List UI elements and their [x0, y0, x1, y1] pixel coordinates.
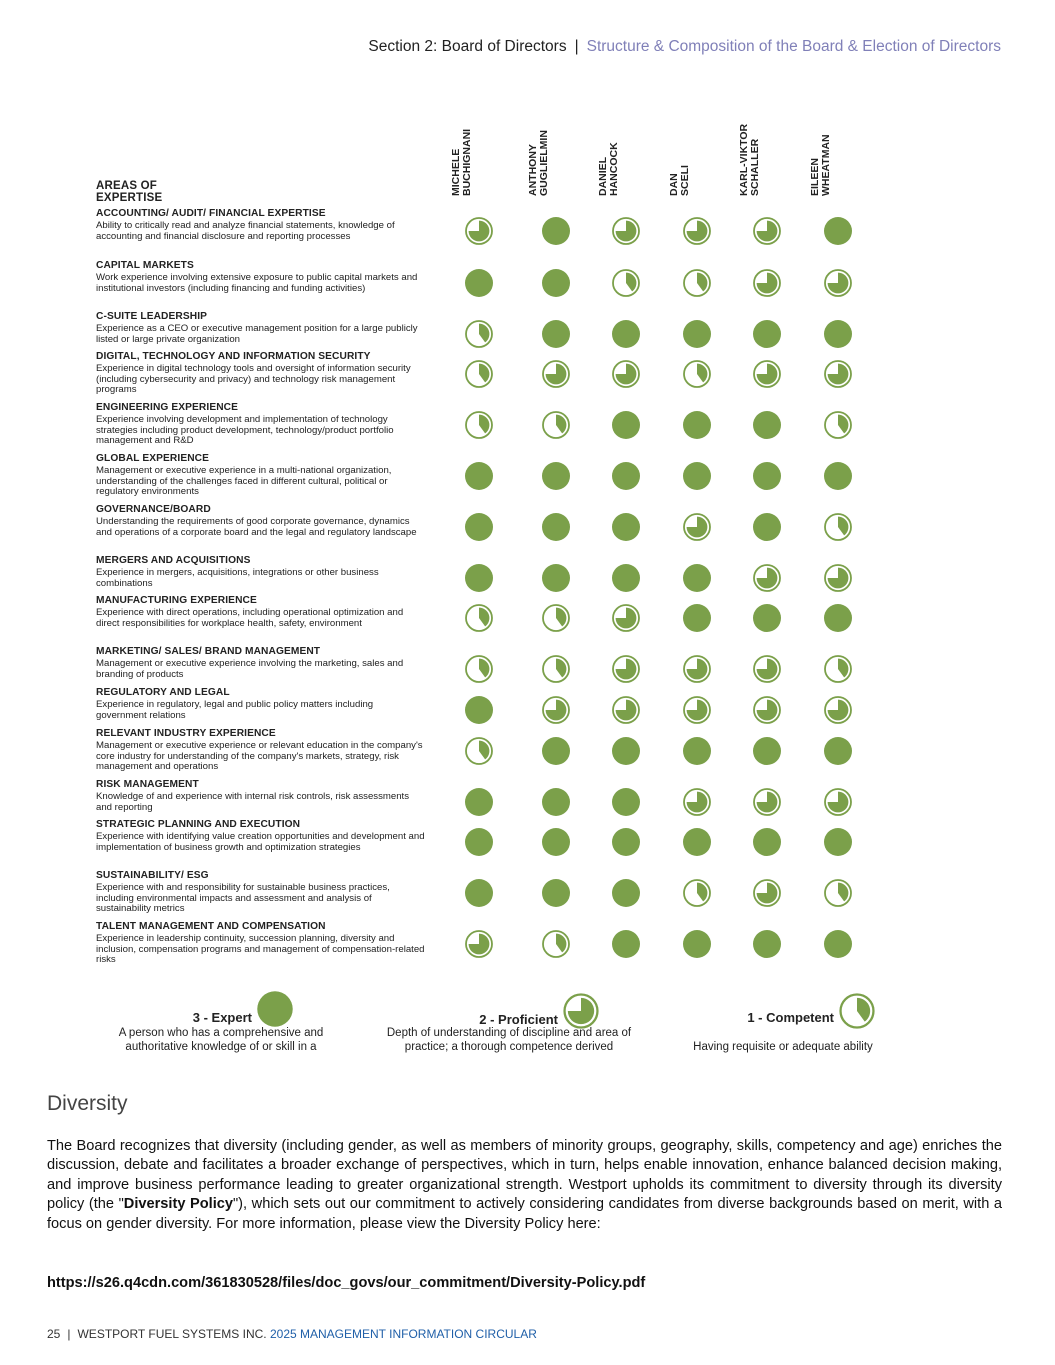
rating-pie-icon	[682, 787, 712, 817]
rating-pie-icon	[611, 878, 641, 908]
rating-expert	[611, 827, 641, 857]
rating-pie-icon	[823, 268, 853, 298]
rating-proficient	[823, 787, 853, 817]
rating-pie-icon	[823, 695, 853, 725]
rating-expert	[464, 461, 494, 491]
rating-pie-icon	[752, 268, 782, 298]
rating-expert	[682, 929, 712, 959]
rating-pie-icon	[541, 461, 571, 491]
rating-pie-icon	[682, 512, 712, 542]
rating-pie-icon	[611, 695, 641, 725]
rating-pie-icon	[464, 787, 494, 817]
rating-proficient	[752, 563, 782, 593]
expertise-title: C-SUITE LEADERSHIP	[96, 311, 208, 322]
rating-pie-icon	[464, 878, 494, 908]
rating-pie-icon	[611, 461, 641, 491]
director-name	[598, 124, 620, 196]
rating-pie-icon	[682, 410, 712, 440]
director-header	[597, 124, 650, 196]
rating-competent	[611, 268, 641, 298]
expertise-description: Experience with identifying value creation opportunities and development and implementation of business growth and optimization strategies	[96, 831, 425, 853]
rating-pie-icon	[823, 563, 853, 593]
rating-competent	[541, 654, 571, 684]
rating-expert	[682, 563, 712, 593]
rating-pie-icon	[823, 603, 853, 633]
expertise-description: Understanding the requirements of good corporate governance, dynamics and operations of a corporate board and the legal and regulatory landscape	[96, 516, 417, 538]
rating-expert	[682, 827, 712, 857]
rating-pie-icon	[464, 216, 494, 246]
expertise-description: Experience in mergers, acquisitions, integrations or other business combinations	[96, 567, 379, 589]
rating-pie-icon	[682, 736, 712, 766]
rating-expert	[823, 827, 853, 857]
expertise-description: Experience involving development and implementation of technology strategies including product development, technology/product portfolio management and R&D	[96, 414, 394, 447]
director-first-name: DAN	[668, 173, 680, 196]
rating-pie-icon	[752, 827, 782, 857]
expertise-description: Knowledge of and experience with internal risk controls, risk assessments and reporting	[96, 791, 410, 813]
expertise-description: Management or executive experience involving the marketing, sales and branding of products	[96, 658, 404, 680]
rating-expert	[823, 216, 853, 246]
rating-expert	[611, 929, 641, 959]
rating-competent	[682, 359, 712, 389]
legend-pie-icon	[838, 992, 876, 1030]
diversity-policy-term: Diversity Policy	[123, 1196, 233, 1213]
rating-pie-icon	[541, 268, 571, 298]
director-name	[669, 124, 691, 196]
rating-expert	[464, 787, 494, 817]
legend-pie-icon	[256, 990, 294, 1028]
footer-document-title: 2025 MANAGEMENT INFORMATION CIRCULAR	[269, 1327, 537, 1341]
rating-pie-icon	[682, 695, 712, 725]
rating-pie-icon	[464, 736, 494, 766]
rating-pie-icon	[541, 319, 571, 349]
diversity-text-part2: "), which sets out our commitment to actively considering candidates from diverse backgrounds based on merit, with a focus on gender diversity. For more information, please view the Diversity Policy here:	[47, 1196, 1003, 1232]
legend-description: Depth of understanding of discipline and area of practice; a thorough competence derived	[386, 1027, 632, 1053]
diversity-heading: Diversity	[47, 1092, 128, 1115]
expertise-description: Experience in digital technology tools and oversight of information security (including cybersecurity and privacy) and technology risk management programs	[96, 363, 411, 396]
rating-pie-icon	[541, 563, 571, 593]
page-number: 25	[47, 1327, 61, 1341]
rating-expert	[752, 736, 782, 766]
expertise-title: TALENT MANAGEMENT AND COMPENSATION	[96, 921, 326, 932]
rating-pie-icon	[541, 410, 571, 440]
director-name	[451, 124, 473, 196]
rating-expert	[541, 268, 571, 298]
rating-pie-icon	[682, 268, 712, 298]
rating-expert	[611, 512, 641, 542]
rating-pie-icon	[611, 359, 641, 389]
rating-pie-icon	[611, 216, 641, 246]
rating-proficient	[823, 359, 853, 389]
rating-competent	[541, 929, 571, 959]
rating-proficient	[752, 216, 782, 246]
expertise-title: MARKETING/ SALES/ BRAND MANAGEMENT	[96, 646, 321, 657]
rating-pie-icon	[823, 359, 853, 389]
rating-expert	[541, 563, 571, 593]
rating-pie-icon	[611, 268, 641, 298]
rating-pie-icon	[682, 216, 712, 246]
rating-expert	[752, 827, 782, 857]
rating-pie-icon	[752, 512, 782, 542]
rating-pie-icon	[464, 695, 494, 725]
page-footer	[47, 1327, 537, 1341]
expertise-description: Experience with direct operations, including operational optimization and direct responsibilities for workplace health, safety, environment	[96, 607, 404, 629]
rating-pie-icon	[682, 461, 712, 491]
director-first-name: EILEEN	[809, 158, 821, 196]
rating-expert	[752, 410, 782, 440]
director-header	[738, 123, 791, 196]
rating-proficient	[611, 603, 641, 633]
rating-pie-icon	[823, 512, 853, 542]
rating-proficient	[611, 654, 641, 684]
rating-expert	[682, 603, 712, 633]
rating-pie-icon	[752, 563, 782, 593]
expertise-description: Experience with and responsibility for sustainable business practices, including environmental impacts and assessment and analysis of sustainability metrics	[96, 882, 390, 915]
legend-pie-icon	[562, 992, 600, 1030]
rating-competent	[464, 736, 494, 766]
rating-pie-icon	[823, 929, 853, 959]
rating-pie-icon	[823, 736, 853, 766]
rating-expert	[541, 216, 571, 246]
expertise-description: Management or executive experience in a multi-national organization, understanding of the challenges faced in different cultural, political or regulatory environments	[96, 465, 392, 498]
rating-expert	[682, 319, 712, 349]
rating-expert	[611, 736, 641, 766]
rating-expert	[752, 603, 782, 633]
rating-pie-icon	[752, 736, 782, 766]
areas-of-expertise-heading: AREAS OF EXPERTISE	[96, 180, 163, 204]
rating-competent	[541, 410, 571, 440]
director-header	[668, 124, 721, 196]
rating-proficient	[752, 787, 782, 817]
rating-competent	[682, 268, 712, 298]
rating-pie-icon	[823, 654, 853, 684]
rating-pie-icon	[611, 410, 641, 440]
header-separator: |	[574, 38, 579, 55]
rating-competent	[464, 359, 494, 389]
director-name	[739, 124, 761, 196]
rating-pie-icon	[541, 878, 571, 908]
legend-item	[96, 990, 346, 1060]
rating-expert	[611, 319, 641, 349]
legend-title: 1 - Competent	[747, 1010, 834, 1025]
rating-expert	[823, 736, 853, 766]
expertise-description: Experience as a CEO or executive management position for a large publicly listed or large private organization	[96, 323, 418, 345]
diversity-paragraph	[47, 1137, 1002, 1234]
rating-proficient	[541, 695, 571, 725]
expertise-title: RELEVANT INDUSTRY EXPERIENCE	[96, 728, 276, 739]
rating-proficient	[823, 563, 853, 593]
director-first-name: DANIEL	[597, 156, 609, 196]
rating-pie-icon	[823, 410, 853, 440]
expertise-title: SUSTAINABILITY/ ESG	[96, 870, 209, 881]
rating-proficient	[823, 268, 853, 298]
rating-competent	[823, 654, 853, 684]
rating-competent	[464, 319, 494, 349]
rating-legend	[0, 990, 1055, 1060]
rating-pie-icon	[752, 461, 782, 491]
rating-expert	[541, 736, 571, 766]
director-name	[528, 124, 550, 196]
rating-pie-icon	[464, 603, 494, 633]
rating-proficient	[464, 216, 494, 246]
rating-expert	[464, 563, 494, 593]
rating-expert	[823, 319, 853, 349]
rating-expert	[611, 787, 641, 817]
rating-expert	[752, 512, 782, 542]
expertise-description: Experience in leadership continuity, succession planning, diversity and inclusion, compensation programs and management of compensation-related risks	[96, 933, 425, 966]
rating-pie-icon	[682, 319, 712, 349]
rating-expert	[823, 461, 853, 491]
director-header	[450, 124, 503, 196]
rating-pie-icon	[541, 827, 571, 857]
rating-pie-icon	[752, 787, 782, 817]
rating-expert	[541, 827, 571, 857]
rating-pie-icon	[464, 268, 494, 298]
rating-pie-icon	[541, 216, 571, 246]
rating-pie-icon	[541, 929, 571, 959]
rating-proficient	[752, 695, 782, 725]
rating-expert	[541, 878, 571, 908]
rating-expert	[541, 512, 571, 542]
rating-competent	[823, 878, 853, 908]
rating-pie-icon	[611, 603, 641, 633]
rating-pie-icon	[541, 603, 571, 633]
rating-expert	[752, 461, 782, 491]
rating-pie-icon	[611, 512, 641, 542]
rating-pie-icon	[464, 827, 494, 857]
footer-separator: |	[67, 1327, 71, 1341]
rating-pie-icon	[541, 359, 571, 389]
expertise-description: Experience in regulatory, legal and public policy matters including government relations	[96, 699, 374, 721]
rating-pie-icon	[752, 695, 782, 725]
rating-competent	[464, 654, 494, 684]
rating-pie-icon	[464, 929, 494, 959]
legend-item	[670, 990, 896, 1060]
rating-competent	[464, 603, 494, 633]
rating-expert	[752, 929, 782, 959]
rating-pie-icon	[611, 563, 641, 593]
rating-expert	[541, 461, 571, 491]
rating-pie-icon	[752, 319, 782, 349]
rating-competent	[823, 410, 853, 440]
rating-proficient	[752, 654, 782, 684]
director-last-name: HANCOCK	[608, 142, 620, 196]
rating-expert	[541, 787, 571, 817]
director-last-name: SCELI	[679, 165, 691, 196]
rating-proficient	[752, 359, 782, 389]
director-last-name: BUCHIGNANI	[461, 128, 473, 196]
rating-pie-icon	[611, 787, 641, 817]
rating-expert	[464, 268, 494, 298]
rating-expert	[682, 461, 712, 491]
rating-pie-icon	[611, 319, 641, 349]
rating-expert	[541, 319, 571, 349]
rating-pie-icon	[464, 359, 494, 389]
rating-pie-icon	[823, 319, 853, 349]
rating-proficient	[752, 268, 782, 298]
rating-expert	[611, 461, 641, 491]
rating-pie-icon	[682, 654, 712, 684]
rating-pie-icon	[752, 216, 782, 246]
rating-pie-icon	[823, 827, 853, 857]
legend-item	[366, 990, 652, 1060]
expertise-description: Management or executive experience or relevant education in the company's core industry for understanding of the company's markets, strategy, risk management and operations	[96, 740, 423, 773]
rating-pie-icon	[541, 787, 571, 817]
rating-pie-icon	[541, 512, 571, 542]
legend-title: 3 - Expert	[192, 1010, 252, 1025]
rating-pie-icon	[823, 878, 853, 908]
rating-pie-icon	[541, 736, 571, 766]
rating-expert	[823, 929, 853, 959]
rating-pie-icon	[611, 929, 641, 959]
rating-competent	[464, 410, 494, 440]
rating-pie-icon	[752, 410, 782, 440]
rating-pie-icon	[752, 654, 782, 684]
rating-pie-icon	[752, 878, 782, 908]
rating-competent	[823, 512, 853, 542]
rating-pie-icon	[752, 929, 782, 959]
rating-pie-icon	[823, 216, 853, 246]
rating-competent	[682, 878, 712, 908]
rating-pie-icon	[682, 359, 712, 389]
rating-expert	[611, 563, 641, 593]
rating-pie-icon	[464, 563, 494, 593]
rating-proficient	[611, 695, 641, 725]
rating-expert	[464, 827, 494, 857]
header-section: Section 2: Board of Directors	[368, 38, 567, 55]
diversity-text-part1: The Board recognizes that diversity (including gender, as well as members of minority groups, geography, skills, competency and age) enriches the discussion, debate and facilitates a broader exchange of perspectives, which in turn, helps enable innovation, enhance balanced decision making, and improve business performance leading to greater organizational strength. Westport upholds its commitment to diversity through its diversity policy (the "	[47, 1138, 1002, 1213]
legend-description: Having requisite or adequate ability	[693, 1041, 873, 1053]
rating-pie-icon	[611, 827, 641, 857]
director-last-name: SCHALLER	[749, 138, 761, 196]
expertise-description: Work experience involving extensive exposure to public capital markets and institutional investors (including financing and funding activities)	[96, 272, 418, 294]
expertise-title: GLOBAL EXPERIENCE	[96, 453, 210, 464]
rating-proficient	[823, 695, 853, 725]
expertise-title: MANUFACTURING EXPERIENCE	[96, 595, 257, 606]
expertise-title: ACCOUNTING/ AUDIT/ FINANCIAL EXPERTISE	[96, 208, 326, 219]
expertise-title: CAPITAL MARKETS	[96, 260, 194, 271]
rating-pie-icon	[464, 512, 494, 542]
rating-pie-icon	[823, 787, 853, 817]
rating-pie-icon	[464, 319, 494, 349]
rating-pie-icon	[682, 929, 712, 959]
director-first-name: ANTHONY	[527, 144, 539, 196]
director-first-name: MICHELE	[450, 148, 462, 196]
expertise-title: GOVERNANCE/BOARD	[96, 504, 211, 515]
legend-description: A person who has a comprehensive and authoritative knowledge of or skill in a	[118, 1027, 324, 1053]
director-last-name: GUGLIELMIN	[538, 130, 550, 196]
director-name	[810, 124, 832, 196]
rating-expert	[611, 878, 641, 908]
rating-proficient	[682, 654, 712, 684]
rating-expert	[752, 319, 782, 349]
expertise-title: RISK MANAGEMENT	[96, 779, 199, 790]
rating-proficient	[752, 878, 782, 908]
director-last-name: WHEATMAN	[820, 134, 832, 196]
rating-pie-icon	[752, 359, 782, 389]
rating-expert	[823, 603, 853, 633]
rating-pie-icon	[823, 461, 853, 491]
expertise-title: ENGINEERING EXPERIENCE	[96, 402, 239, 413]
footer-company: WESTPORT FUEL SYSTEMS INC.	[77, 1327, 267, 1341]
diversity-policy-link[interactable]: https://s26.q4cdn.com/361830528/files/doc_govs/our_commitment/Diversity-Policy.pdf	[47, 1275, 646, 1291]
rating-proficient	[682, 512, 712, 542]
rating-pie-icon	[752, 603, 782, 633]
expertise-title: STRATEGIC PLANNING AND EXECUTION	[96, 819, 301, 830]
rating-pie-icon	[541, 654, 571, 684]
legend-title: 2 - Proficient	[479, 1012, 558, 1027]
rating-proficient	[682, 216, 712, 246]
rating-proficient	[682, 695, 712, 725]
rating-pie-icon	[682, 827, 712, 857]
rating-pie-icon	[682, 563, 712, 593]
rating-pie-icon	[464, 461, 494, 491]
header-subtitle: Structure & Composition of the Board & Election of Directors	[586, 38, 1001, 55]
rating-pie-icon	[541, 695, 571, 725]
rating-proficient	[541, 359, 571, 389]
rating-expert	[464, 695, 494, 725]
expertise-title: REGULATORY AND LEGAL	[96, 687, 230, 698]
rating-proficient	[464, 929, 494, 959]
rating-expert	[682, 410, 712, 440]
director-first-name: KARL-VIKTOR	[738, 123, 750, 196]
rating-pie-icon	[611, 654, 641, 684]
rating-expert	[464, 878, 494, 908]
rating-pie-icon	[464, 654, 494, 684]
rating-expert	[464, 512, 494, 542]
rating-proficient	[682, 787, 712, 817]
page-header	[368, 38, 1001, 56]
rating-pie-icon	[682, 878, 712, 908]
director-header	[527, 124, 580, 196]
director-header	[809, 124, 862, 196]
rating-pie-icon	[611, 736, 641, 766]
rating-expert	[682, 736, 712, 766]
rating-pie-icon	[464, 410, 494, 440]
rating-competent	[541, 603, 571, 633]
expertise-title: MERGERS AND ACQUISITIONS	[96, 555, 251, 566]
expertise-title: DIGITAL, TECHNOLOGY AND INFORMATION SECURITY	[96, 351, 371, 362]
expertise-description: Ability to critically read and analyze financial statements, knowledge of accounting and financial disclosure and reporting processes	[96, 220, 395, 242]
rating-expert	[611, 410, 641, 440]
rating-pie-icon	[682, 603, 712, 633]
rating-proficient	[611, 216, 641, 246]
rating-proficient	[611, 359, 641, 389]
